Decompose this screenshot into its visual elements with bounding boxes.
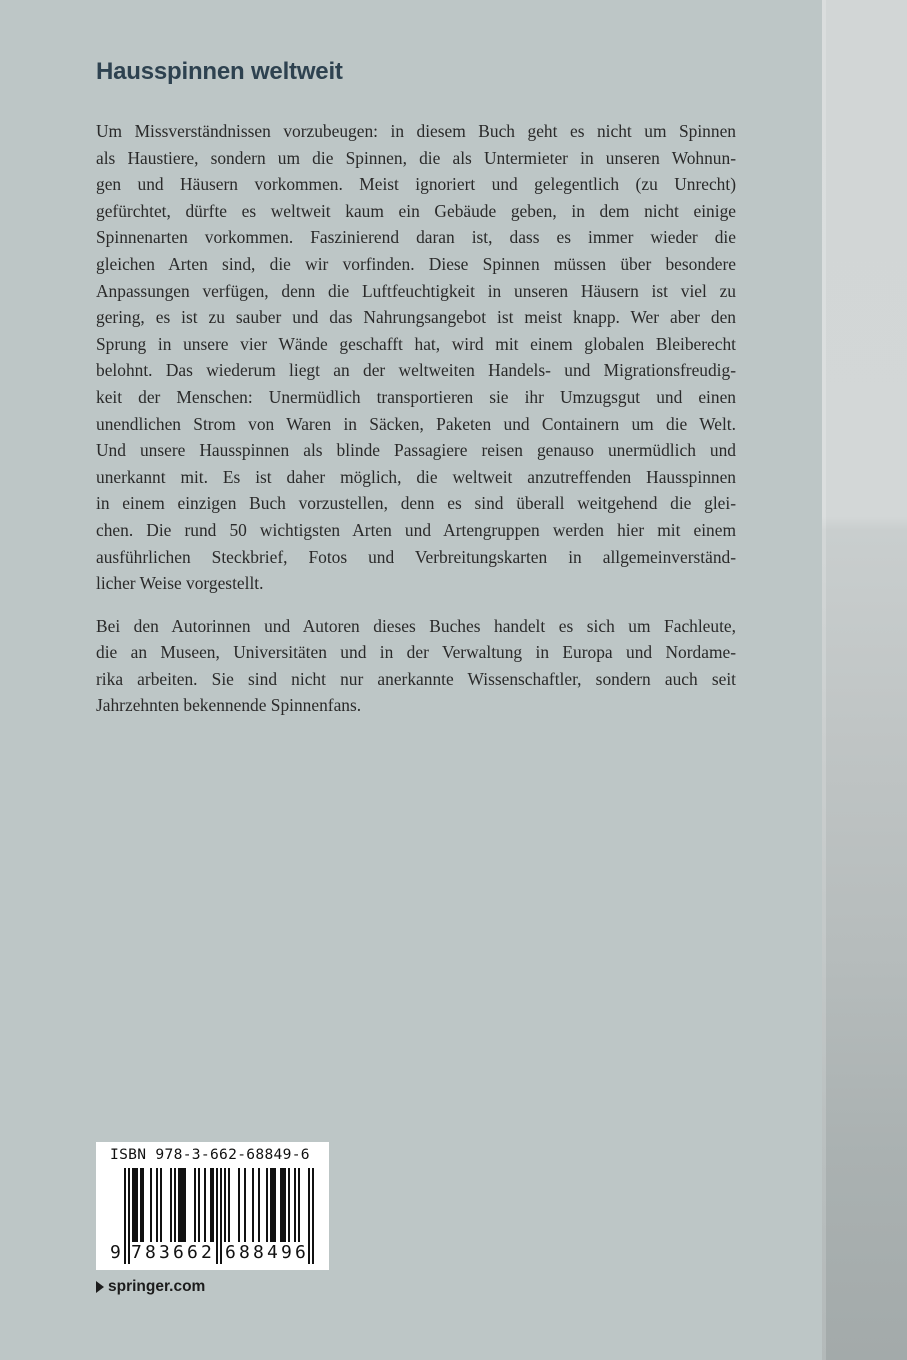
barcode-digit: 8 bbox=[145, 1242, 156, 1263]
arrow-icon bbox=[96, 1281, 104, 1293]
blurb-paragraph-2 bbox=[96, 613, 736, 719]
blurb-line: Sprung in unsere vier Wände geschafft hat, wird mit einem globalen Bleiberecht bbox=[96, 333, 736, 354]
barcode-digit: 6 bbox=[225, 1242, 236, 1263]
book-title: Hausspinnen weltweit bbox=[96, 58, 343, 85]
isbn-label: ISBN 978-3-662-68849-6 bbox=[110, 1146, 310, 1163]
barcode-digit: 2 bbox=[201, 1242, 212, 1263]
blurb-line: unendlichen Strom von Waren in Säcken, Paketen und Containern um die Welt. bbox=[96, 413, 736, 434]
blurb-paragraph-1 bbox=[96, 118, 736, 597]
barcode-digit: 7 bbox=[131, 1242, 142, 1263]
blurb-line: ausführlichen Steckbrief, Fotos und Verbreitungskarten in allgemeinverständ- bbox=[96, 546, 736, 567]
barcode-digit: 3 bbox=[159, 1242, 170, 1263]
barcode-digit: 9 bbox=[281, 1242, 292, 1263]
barcode-digit: 8 bbox=[239, 1242, 250, 1263]
blurb bbox=[96, 118, 736, 719]
blurb-line: die an Museen, Universitäten und in der Verwaltung in Europa und Nordame- bbox=[96, 642, 736, 663]
publisher-url: springer.com bbox=[108, 1278, 206, 1295]
blurb-line: als Haustiere, sondern um die Spinnen, die als Untermieter in unseren Wohnun- bbox=[96, 147, 736, 168]
blurb-line: Anpassungen verfügen, denn die Luftfeuchtigkeit in unseren Häusern ist viel zu bbox=[96, 280, 736, 301]
blurb-line: Jahrzehnten bekennende Spinnenfans. bbox=[96, 695, 362, 716]
blurb-line: unerkannt mit. Es ist daher möglich, die weltweit anzutreffenden Hausspinnen bbox=[96, 466, 736, 487]
barcode-digits bbox=[96, 1142, 329, 1270]
blurb-line: Bei den Autorinnen und Autoren dieses Buches handelt es sich um Fachleute, bbox=[96, 615, 736, 636]
barcode-digit: 6 bbox=[295, 1242, 306, 1263]
barcode-digit: 9 bbox=[110, 1242, 121, 1263]
blurb-line: keit der Menschen: Unermüdlich transportieren sie ihr Umzugsgut und einen bbox=[96, 386, 736, 407]
isbn-barcode bbox=[96, 1142, 329, 1270]
blurb-line: in einem einzigen Buch vorzustellen, denn es sind überall weitgehend die glei- bbox=[96, 493, 736, 514]
barcode-digit: 6 bbox=[187, 1242, 198, 1263]
blurb-line: licher Weise vorgestellt. bbox=[96, 573, 264, 594]
blurb-line: gering, es ist zu sauber und das Nahrungsangebot ist meist knapp. Wer aber den bbox=[96, 307, 736, 328]
blurb-line: belohnt. Das wiederum liegt an der weltweiten Handels- und Migrationsfreudig- bbox=[96, 360, 736, 381]
blurb-line: chen. Die rund 50 wichtigsten Arten und Artengruppen werden hier mit einem bbox=[96, 519, 736, 540]
blurb-line: gleichen Arten sind, die wir vorfinden. Diese Spinnen müssen über besondere bbox=[96, 253, 736, 274]
barcode-digit: 8 bbox=[253, 1242, 264, 1263]
blurb-line: gefürchtet, dürfte es weltweit kaum ein Gebäude geben, in dem nicht einige bbox=[96, 200, 736, 221]
blurb-line: rika arbeiten. Sie sind nicht nur anerkannte Wissenschaftler, sondern auch seit bbox=[96, 668, 736, 689]
cover-photo-edge bbox=[822, 0, 907, 1360]
blurb-line: Um Missverständnissen vorzubeugen: in diesem Buch geht es nicht um Spinnen bbox=[96, 121, 736, 141]
blurb-line: Spinnenarten vorkommen. Faszinierend daran ist, dass es immer wieder die bbox=[96, 227, 736, 248]
publisher-link[interactable] bbox=[96, 1276, 205, 1298]
blurb-line: Und unsere Hausspinnen als blinde Passagiere reisen genauso unermüdlich und bbox=[96, 440, 736, 461]
barcode-digit: 4 bbox=[267, 1242, 278, 1263]
barcode-digit: 6 bbox=[173, 1242, 184, 1263]
blurb-line: gen und Häusern vorkommen. Meist ignoriert und gelegentlich (zu Unrecht) bbox=[96, 174, 736, 195]
